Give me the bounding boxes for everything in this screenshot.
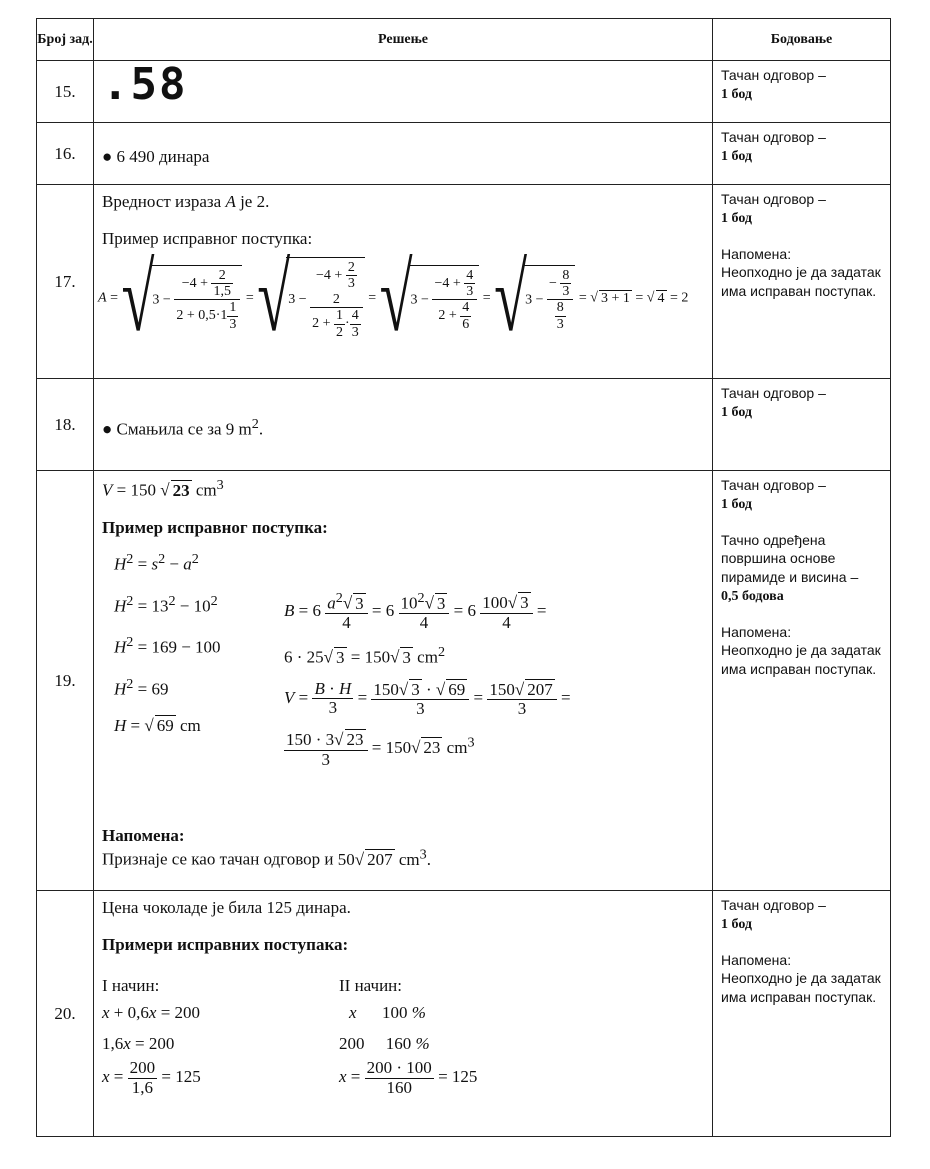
points-18 [713,379,891,471]
points-correct: Тачан одговор – [721,477,826,493]
points-value: 1 бод [721,405,752,421]
note-text: Признаје се као тачан одговор и [102,849,338,869]
points-correct: Тачан одговор – [721,897,826,913]
example-label: Примери исправних поступака: [102,935,349,955]
header-solution: Решење [94,19,713,61]
points-17 [713,185,891,379]
points-value: 1 бод [721,87,752,103]
solution-20 [94,891,713,1137]
header-points: Бодовање [713,19,891,61]
way-1: I начин: x + 0,6x = 200 1,6x = 200 x = $\frac{200}{1,6}$ = 125 [102,976,201,1097]
points-correct: Тачан одговор – [721,385,826,401]
row-20 [37,891,891,1137]
solution-19 [94,471,713,891]
formula-17: A = √3 − −4 + $\frac{2}{1,5}$ 2 + 0,5·1 $\frac{1}{3}$ = √3 − −4 + $\frac{2}{3}$ 2 2 + $\frac{1}{2}$ · $\frac{4}{3}$ = √3 − −4 + $\frac{4}{3}$ 2 + $\frac{4}{6}$ = √3 − − $\frac{8}{3}$ $\frac{8}{3}$ = √ 3 + 1 = √ 4 = 2 [98,245,689,352]
solutions-table [36,18,891,1137]
variable: A [225,192,236,211]
note-text: Неопходно је да задатак има исправан поступак. [721,264,881,299]
note-label: Напомена: [721,245,792,262]
height-steps: $H^2 = s^2 - a^2$ $H^2 = 13^2 - 10^2$ $H^2 = 169 - 100$ $H^2 = 69$ H = √ 69 cm [114,551,221,735]
note-text: Неопходно је да задатак има исправан поступак. [721,970,881,1005]
row-16 [37,123,891,185]
solution-18 [94,379,713,471]
row-18 [37,379,891,471]
points-correct: Тачан одговор – [721,129,826,145]
row-17 [37,185,891,379]
note-label: Напомена: [721,951,792,968]
answer-text: ● 6 490 динара [102,146,210,166]
answer-text: ● Смањила се за 9 m [102,419,252,439]
punctuation: . [258,419,264,439]
way-label: I начин: [102,976,160,995]
task-number: 16. [37,123,94,185]
task-number: 17. [37,185,94,379]
task-number: 18. [37,379,94,471]
note-19: Напомена: Признаје се као тачан одговор и 50√ 207 $cm^3$. [102,826,431,869]
points-value: 1 бод [721,149,752,165]
task-number: 15. [37,61,94,123]
points-20 [713,891,891,1137]
final-answer-19: V = 150 √ 23 $cm^3$ [102,477,224,500]
solution-17 [94,185,713,379]
points-19 [713,471,891,891]
base-text: Тачно одређена површина основе пирамиде и висина – [721,531,859,585]
volume-steps: B = 6 $\frac{a^2√ 3}{4}$ = 6 $\frac{10^2√ 3}{4}$ = 6 $\frac{100√ 3}{4}$ = 6 · 25√ 3 = 150√ 3 $cm^2$ V = $\frac{B \cdot H}{3}$ = $\frac{150√ 3 \cdot √ 69}{3}$ = $\frac{150√ 207}{3}$ = $\frac{150 \cdot 3√ 23}{3}$ = 150√ 23 $cm^3$ [284,590,571,769]
points-half: 0,5 бодова [721,589,784,605]
note-text: Неопходно је да задатак има исправан поступак. [721,642,881,677]
points-value: 1 бод [721,211,752,227]
answer-text: Цена чоколаде је била 125 динара. [102,898,351,917]
example-label: Пример исправног поступка: [102,517,328,537]
points-value: 1 бод [721,917,752,933]
solution-15 [94,61,713,123]
row-19 [37,471,891,891]
points-15 [713,61,891,123]
points-value: 1 бод [721,497,752,513]
superscript: 2 [251,415,259,432]
points-correct: Тачан одговор – [721,67,826,83]
example-label: Пример исправног поступка: [102,229,313,249]
way-2: II начин: x 100 % 200 160 % x = $\frac{200 \cdot 100}{160}$ = 125 [339,976,478,1097]
table-header-row [37,19,891,61]
points-16 [713,123,891,185]
points-correct: Тачан одговор – [721,191,826,207]
note-label: Напомена: [102,826,185,845]
solution-16 [94,123,713,185]
answer-text: Вредност израза [102,192,226,211]
task-number: 20. [37,891,94,1137]
answer-text: је 2. [235,192,270,211]
task-number: 19. [37,471,94,891]
way-label: II начин: [339,976,403,995]
header-number: Број зад. [37,19,94,61]
note-label: Напомена: [721,623,792,640]
row-15 [37,61,891,123]
answer-digits: .58 [102,59,188,110]
